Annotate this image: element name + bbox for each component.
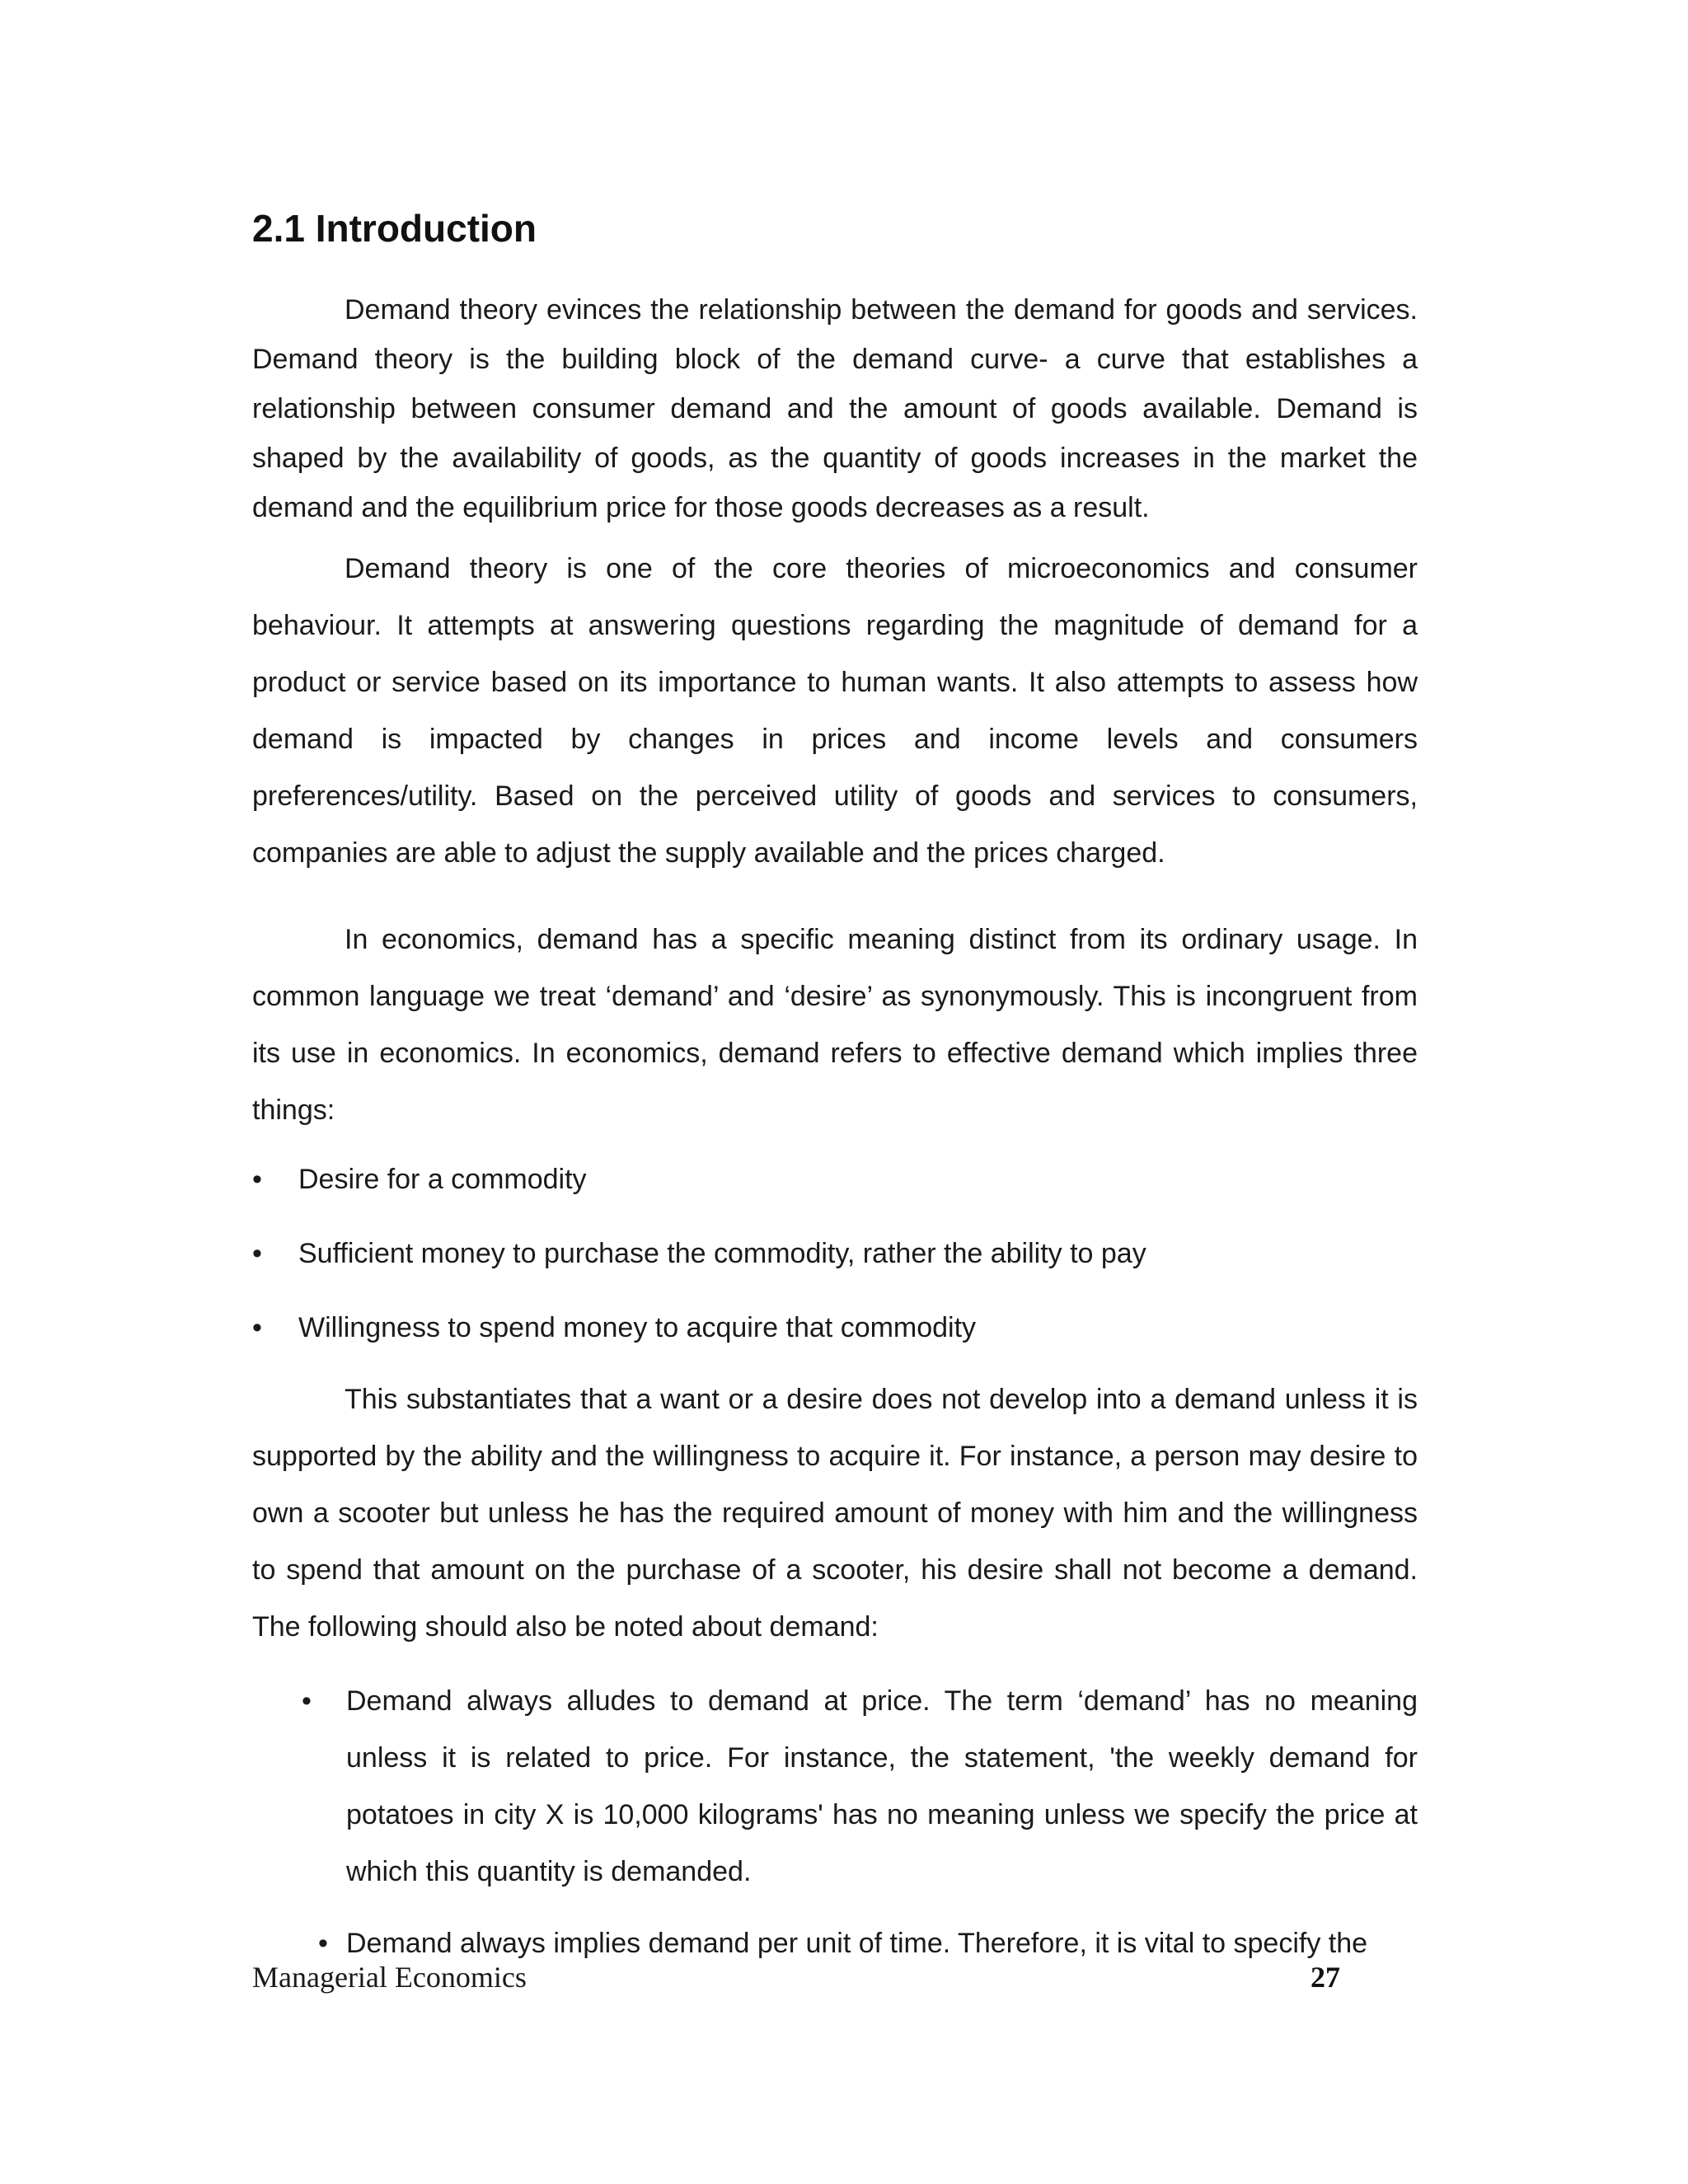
- footer-book-title: Managerial Economics: [252, 1961, 527, 1994]
- list-item: [252, 1673, 1418, 1900]
- list-item-text: Sufficient money to purchase the commodity, rather the ability to pay: [298, 1238, 1146, 1269]
- paragraph-economics-meaning: In economics, demand has a specific meaning distinct from its ordinary usage. In common language we treat ‘demand’ and ‘desire’ as synonymously. This is incongruent from its use in economics. In economics, demand refers to effective demand which implies three things:: [252, 924, 1418, 1126]
- list-item: [252, 1233, 1418, 1307]
- paragraph-substantiates: This substantiates that a want or a desire does not develop into a demand unless it is supported by the ability and the willingness to acquire it. For instance, a person may desire to own a scooter but unless he has the required amount of money with him and the willingness to spend that amount on the purchase of a scooter, his desire shall not become a demand. The following should also be noted about demand:: [252, 1384, 1418, 1643]
- list-item-text: Demand always implies demand per unit of time. Therefore, it is vital to specify the: [346, 1928, 1368, 1959]
- list-item-text: Demand always alludes to demand at price. The term ‘demand’ has no meaning unless it is related to price. For instance, the statement, 'the weekly demand for potatoes in city X is 10,000 kilograms' has no meaning unless we specify the price at which this quantity is demanded.: [346, 1685, 1418, 1887]
- bullet-icon: •: [302, 1685, 312, 1717]
- section-heading: 2.1 Introduction: [252, 207, 537, 250]
- list-item: [252, 1307, 1418, 1381]
- list-item-text: Willingness to spend money to acquire that commodity: [298, 1312, 977, 1343]
- bullet-icon: •: [318, 1928, 328, 1959]
- list-item: [252, 1159, 1418, 1233]
- demand-notes-list: [252, 1673, 1418, 1900]
- paragraph-core-theories: Demand theory is one of the core theories of microeconomics and consumer behaviour. It attempts at answering questions regarding the magnitude of demand for a product or service based on its importance to human wants. It also attempts to assess how demand is impacted by changes in prices and income levels and consumers preferences/utility. Based on the perceived utility of goods and services to consumers, companies are able to adjust the supply available and the prices charged.: [252, 553, 1418, 869]
- bullet-icon: •: [252, 1312, 262, 1343]
- list-item-text: Desire for a commodity: [298, 1164, 587, 1195]
- effective-demand-list: [252, 1159, 1418, 1381]
- bullet-icon: •: [252, 1238, 262, 1269]
- page-number: 27: [1311, 1961, 1340, 1994]
- bullet-icon: •: [252, 1164, 262, 1195]
- paragraph-demand-theory: Demand theory evinces the relationship between the demand for goods and services. Demand theory is the building block of the demand curve- a curve that establishes a relationship between consumer demand and the amount of goods available. Demand is shaped by the availability of goods, as the quantity of goods increases in the market the demand and the equilibrium price for those goods decreases as a result.: [252, 294, 1418, 523]
